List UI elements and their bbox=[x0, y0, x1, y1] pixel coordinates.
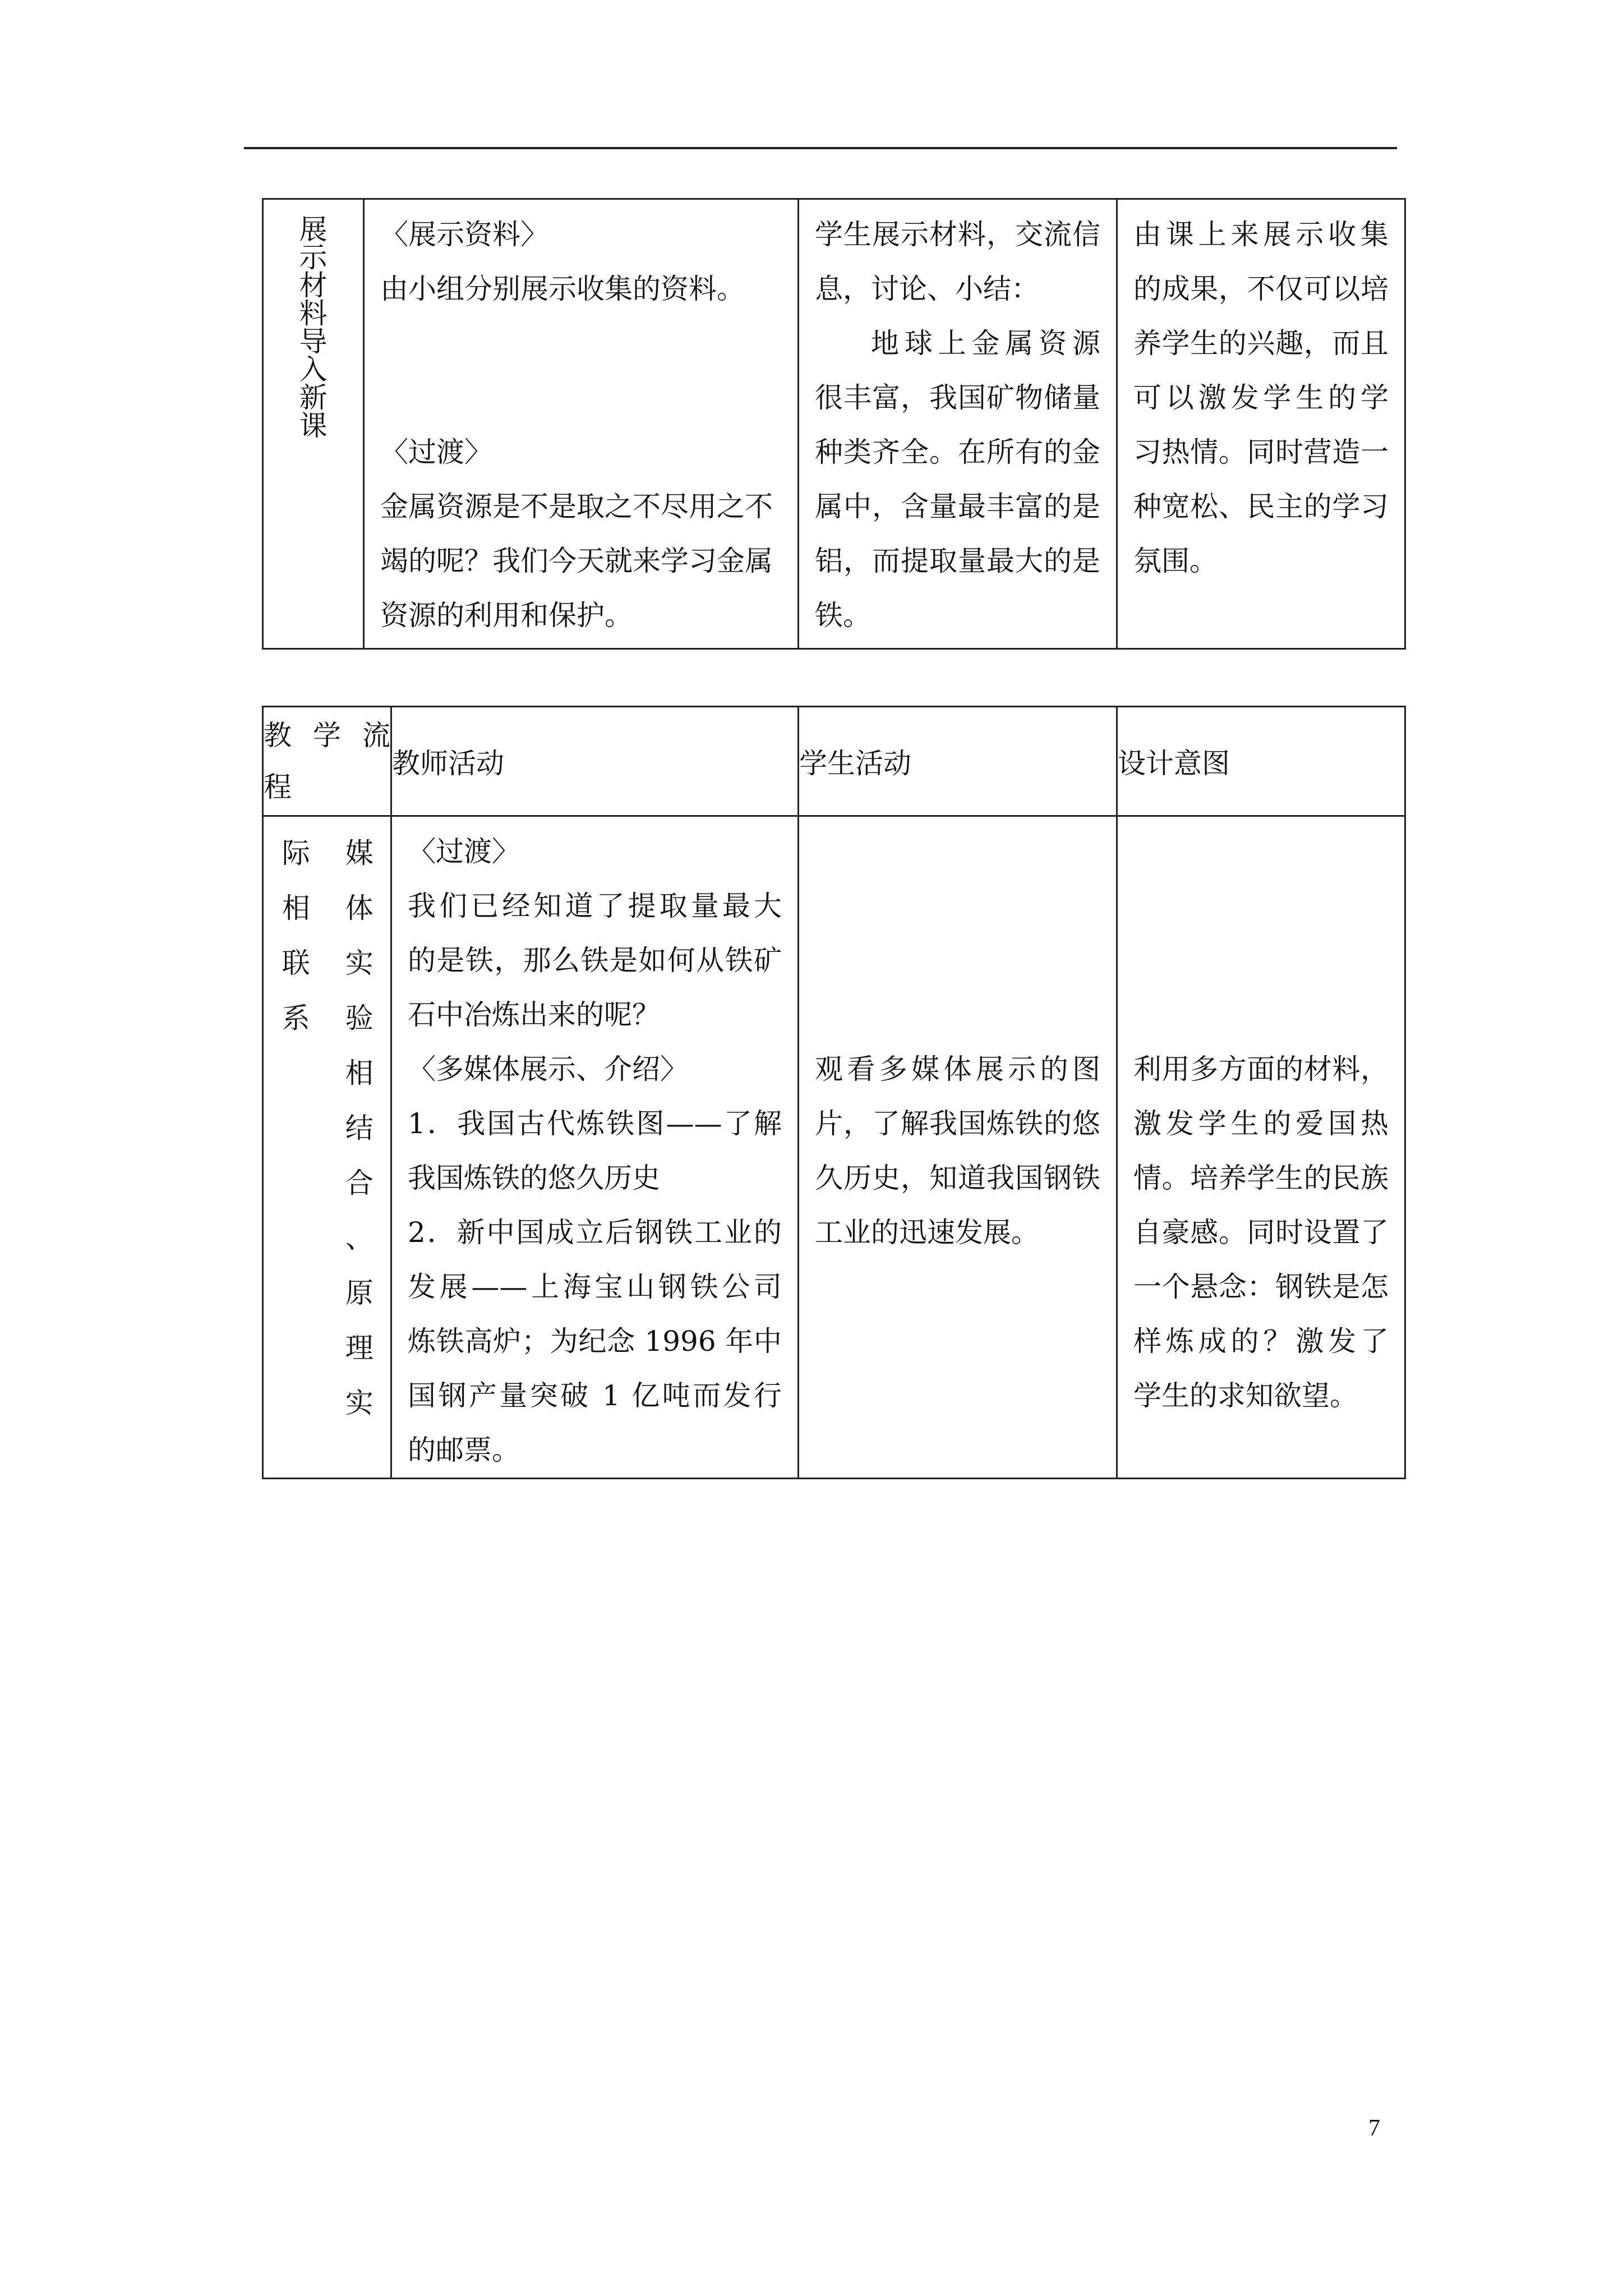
student-line: 久历史，知道我国钢铁 bbox=[815, 1162, 1101, 1194]
design-line: 可以激发学生的学 bbox=[1133, 381, 1389, 414]
flow-label-right: 媒 体 实 验 相 结 合 、 原 理 实 bbox=[345, 837, 374, 1419]
student-activity-cell bbox=[799, 199, 1117, 649]
design-line: 由课上来展示收集 bbox=[1133, 218, 1389, 251]
design-line: 种宽松、民主的学习 bbox=[1133, 490, 1389, 523]
student-line: 工业的迅速发展。 bbox=[815, 1216, 1040, 1249]
teacher-line: 2．新中国成立后钢铁工业的 bbox=[408, 1216, 782, 1249]
lesson-table-smelting bbox=[262, 706, 1406, 1479]
teacher-line: 1．我国古代炼铁图——了解 bbox=[408, 1107, 782, 1140]
flow-label-left: 际 相 联 系 bbox=[282, 837, 310, 1034]
teacher-line: 竭的呢？我们今天就来学习金属 bbox=[380, 545, 773, 577]
student-line: 息，讨论、小结： bbox=[815, 273, 1039, 305]
design-line: 激发学生的爱国热 bbox=[1133, 1107, 1389, 1140]
header-teaching-flow: 教 学 流 程 bbox=[263, 707, 391, 816]
student-line: 片，了解我国炼铁的悠 bbox=[815, 1107, 1101, 1140]
flow-label-left-cell bbox=[263, 816, 329, 1479]
student-line: 铝，而提取量最大的是 bbox=[815, 545, 1100, 577]
teacher-activity-cell bbox=[364, 199, 799, 649]
design-intent-cell bbox=[1117, 199, 1405, 649]
student-line: 种类齐全。在所有的金 bbox=[815, 436, 1100, 468]
teacher-heading: 〈过渡〉 bbox=[380, 436, 492, 468]
design-line: 情。培养学生的民族 bbox=[1133, 1162, 1389, 1194]
header-rule bbox=[244, 147, 1397, 149]
design-line: 自豪感。同时设置了 bbox=[1133, 1216, 1389, 1249]
student-activity-cell bbox=[799, 816, 1117, 1479]
teacher-line: 我国炼铁的悠久历史 bbox=[408, 1162, 661, 1194]
design-line: 养学生的兴趣，而且 bbox=[1133, 327, 1389, 360]
section-label: 展 示 材 料 导 入 新 课 bbox=[299, 213, 328, 442]
design-line: 习热情。同时营造一 bbox=[1133, 436, 1389, 468]
student-line: 观看多媒体展示的图 bbox=[815, 1053, 1101, 1085]
header-design-intent: 设计意图 bbox=[1117, 707, 1405, 816]
section-label-cell bbox=[263, 199, 364, 649]
teacher-heading: 〈多媒体展示、介绍〉 bbox=[408, 1053, 689, 1085]
design-line: 学生的求知欲望。 bbox=[1133, 1379, 1358, 1412]
teacher-line: 发展——上海宝山钢铁公司 bbox=[408, 1271, 782, 1303]
teacher-line: 金属资源是不是取之不尽用之不 bbox=[380, 490, 773, 523]
lesson-table-intro bbox=[262, 198, 1406, 650]
teacher-line: 资源的利用和保护。 bbox=[380, 599, 633, 632]
design-line: 氛围。 bbox=[1133, 545, 1218, 577]
student-line: 铁。 bbox=[815, 599, 871, 632]
design-line: 利用多方面的材料， bbox=[1133, 1053, 1389, 1085]
teacher-activity-cell bbox=[391, 816, 799, 1479]
teacher-line: 国钢产量突破 1 亿吨而发行 bbox=[408, 1379, 782, 1412]
spacer bbox=[380, 316, 782, 425]
design-line: 的成果，不仅可以培 bbox=[1133, 273, 1389, 305]
header-student-activity: 学生活动 bbox=[799, 707, 1117, 816]
student-line: 学生展示材料，交流信 bbox=[815, 218, 1100, 251]
teacher-line: 炼铁高炉；为纪念 1996 年中 bbox=[408, 1325, 782, 1358]
teacher-line: 由小组分别展示收集的资料。 bbox=[380, 273, 745, 305]
header-teacher-activity: 教师活动 bbox=[391, 707, 799, 816]
page-number: 7 bbox=[1368, 2115, 1380, 2141]
teacher-line: 石中冶炼出来的呢？ bbox=[408, 999, 661, 1031]
student-line: 很丰富，我国矿物储量 bbox=[815, 381, 1100, 414]
flow-label-right-cell bbox=[329, 816, 391, 1479]
student-line: 属中，含量最丰富的是 bbox=[815, 490, 1100, 523]
design-intent-cell bbox=[1117, 816, 1405, 1479]
teacher-heading: 〈展示资料〉 bbox=[380, 218, 548, 251]
teacher-line: 的邮票。 bbox=[408, 1434, 520, 1466]
teacher-line: 我们已经知道了提取量最大 bbox=[408, 890, 782, 922]
design-line: 一个悬念：钢铁是怎 bbox=[1133, 1271, 1389, 1303]
student-line: 地球上金属资源 bbox=[871, 327, 1100, 360]
teacher-heading: 〈过渡〉 bbox=[408, 835, 520, 868]
teacher-line: 的是铁，那么铁是如何从铁矿 bbox=[408, 944, 782, 977]
design-line: 样炼成的？激发了 bbox=[1133, 1325, 1389, 1358]
